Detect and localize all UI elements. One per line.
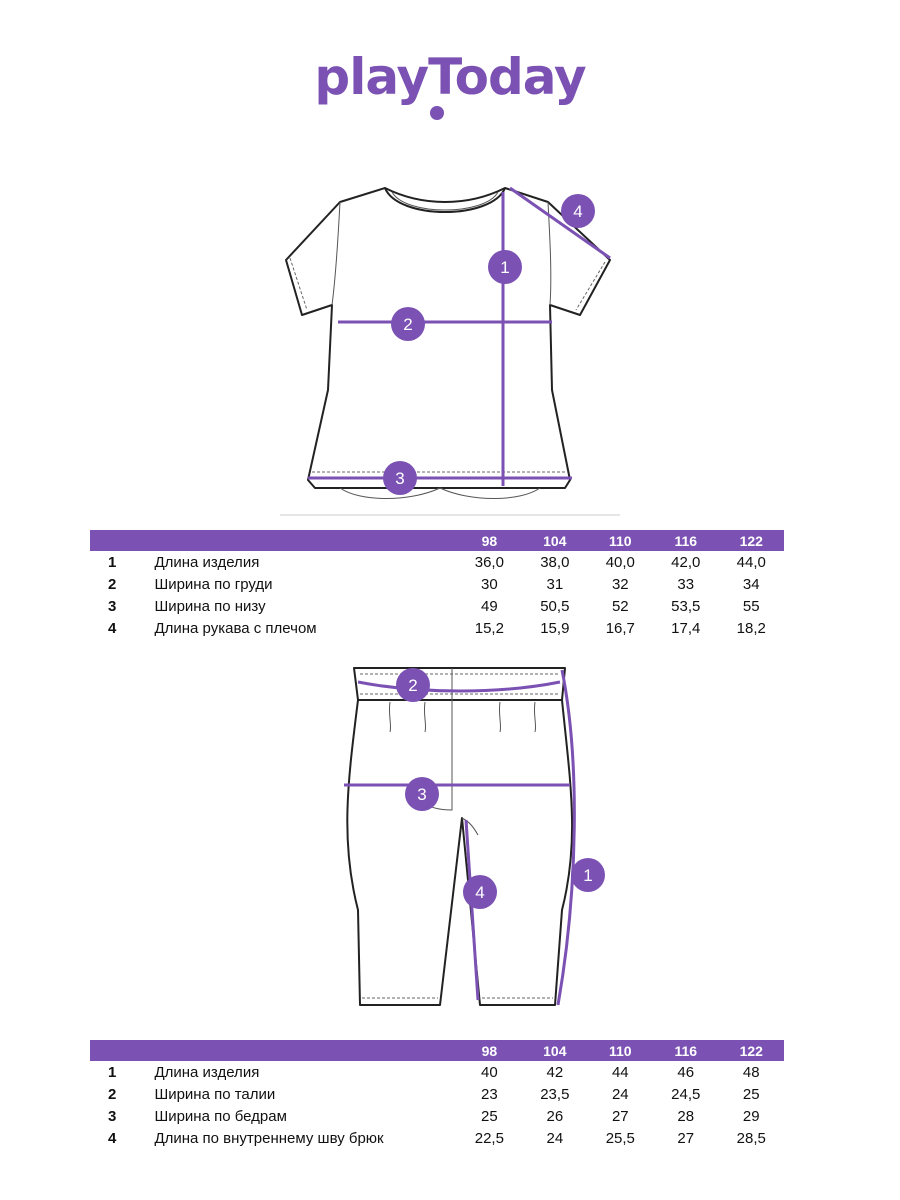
size-header: 98: [457, 1040, 522, 1061]
size-header: 98: [457, 530, 522, 551]
svg-text:2: 2: [408, 676, 418, 695]
row-value: 53,5: [671, 597, 701, 615]
row-name: Ширина по бедрам: [154, 1107, 287, 1125]
row-value: 38,0: [540, 553, 570, 571]
logo-text: playToday: [314, 48, 586, 106]
badge-3: [383, 461, 417, 495]
row-number: 3: [108, 597, 117, 615]
row-value: 29: [742, 1107, 760, 1125]
row-value: 55: [742, 597, 760, 615]
row-number: 2: [108, 575, 117, 593]
row-value: 25: [742, 1085, 760, 1103]
row-value: 32: [611, 575, 629, 593]
badge-2: [391, 307, 425, 341]
row-value: 36,0: [474, 553, 504, 571]
tshirt-collar: [385, 188, 505, 212]
table-row: [90, 1105, 784, 1127]
measure-line-2: [358, 682, 560, 691]
row-name: Длина по внутреннему шву брюк: [154, 1129, 384, 1147]
svg-text:1: 1: [583, 866, 593, 885]
row-value: 28: [677, 1107, 695, 1125]
table-row: [90, 573, 784, 595]
svg-text:2: 2: [403, 315, 413, 334]
measure-line-4: [466, 820, 478, 1000]
svg-text:4: 4: [475, 883, 485, 902]
row-value: 34: [742, 575, 760, 593]
badge-3: [405, 777, 439, 811]
row-value: 23,5: [540, 1085, 570, 1103]
table-row: [90, 1061, 784, 1083]
row-number: 2: [108, 1085, 117, 1103]
logo-dot-icon: [430, 106, 444, 120]
badge-2: [396, 668, 430, 702]
row-value: 44: [611, 1063, 629, 1081]
row-number: 4: [108, 1129, 117, 1147]
tshirt-outline: [286, 188, 610, 488]
row-value: 27: [677, 1129, 695, 1147]
size-header: 116: [653, 530, 718, 551]
row-name: Ширина по груди: [154, 575, 273, 593]
size-header: 104: [522, 530, 587, 551]
badge-1: [488, 250, 522, 284]
row-value: 46: [677, 1063, 695, 1081]
row-value: 50,5: [540, 597, 570, 615]
row-value: 22,5: [474, 1129, 504, 1147]
row-number: 1: [108, 1063, 117, 1081]
row-value: 48: [742, 1063, 760, 1081]
row-value: 24,5: [671, 1085, 701, 1103]
tshirt-drawing: [280, 180, 620, 520]
row-value: 27: [611, 1107, 629, 1125]
row-value: 42: [546, 1063, 564, 1081]
row-name: Длина изделия: [154, 553, 260, 571]
pants-waistband: [354, 668, 565, 700]
table-header-row: [90, 1040, 784, 1061]
row-number: 3: [108, 1107, 117, 1125]
row-value: 15,2: [474, 619, 504, 637]
badge-1: [571, 858, 605, 892]
row-value: 23: [481, 1085, 498, 1103]
row-value: 33: [677, 575, 695, 593]
table-row: [90, 595, 784, 617]
pants-size-table: [90, 1040, 784, 1149]
row-number: 4: [108, 619, 117, 637]
row-value: 42,0: [671, 553, 701, 571]
svg-text:3: 3: [395, 469, 405, 488]
row-value: 52: [611, 597, 629, 615]
size-header: 110: [588, 530, 653, 551]
row-value: 25,5: [605, 1129, 635, 1147]
tshirt-size-table: [90, 530, 784, 639]
row-value: 40,0: [605, 553, 635, 571]
table-row: [90, 1083, 784, 1105]
table-row: [90, 617, 784, 639]
table-row: [90, 1127, 784, 1149]
row-value: 30: [481, 575, 498, 593]
pants-drawing: [330, 660, 593, 1015]
row-value: 31: [546, 575, 564, 593]
row-value: 25: [481, 1107, 498, 1125]
row-name: Длина рукава с плечом: [154, 619, 317, 637]
size-header: 110: [588, 1040, 653, 1061]
row-value: 18,2: [736, 619, 766, 637]
row-name: Ширина по низу: [154, 597, 266, 615]
row-value: 44,0: [736, 553, 766, 571]
badge-4: [463, 875, 497, 909]
row-value: 28,5: [736, 1129, 766, 1147]
row-name: Ширина по талии: [154, 1085, 276, 1103]
row-name: Длина изделия: [154, 1063, 260, 1081]
row-value: 17,4: [671, 619, 701, 637]
size-header: 104: [522, 1040, 587, 1061]
row-value: 26: [546, 1107, 564, 1125]
size-header: 122: [719, 1040, 785, 1061]
size-header: 122: [719, 530, 785, 551]
svg-text:1: 1: [500, 258, 510, 277]
size-header: 116: [653, 1040, 718, 1061]
badge-4: [561, 194, 595, 228]
row-value: 15,9: [540, 619, 570, 637]
row-value: 40: [481, 1063, 498, 1081]
row-number: 1: [108, 553, 117, 571]
svg-text:4: 4: [573, 202, 583, 221]
row-value: 24: [546, 1129, 564, 1147]
row-value: 24: [611, 1085, 629, 1103]
brand-logo: [0, 48, 900, 106]
row-value: 49: [481, 597, 498, 615]
table-header-row: [90, 530, 784, 551]
pants-outline: [347, 700, 572, 1005]
measure-line-4: [510, 188, 610, 258]
row-value: 16,7: [605, 619, 635, 637]
table-row: [90, 551, 784, 573]
svg-text:3: 3: [417, 785, 427, 804]
